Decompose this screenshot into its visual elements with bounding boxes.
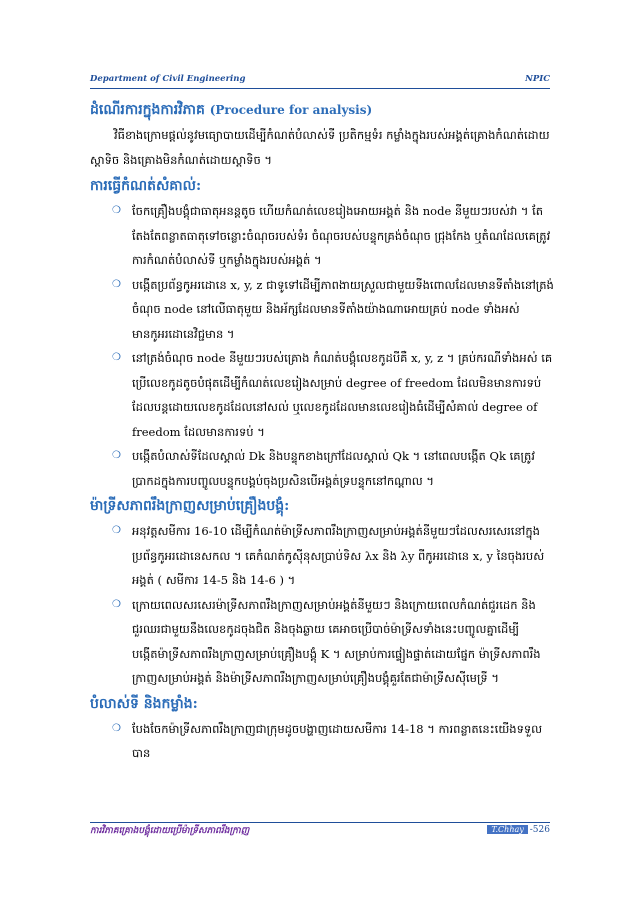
list-item-text: បង្កើតបំលាស់ទីដែលស្គាល់ Dk និងបន្ទុកខាងក្រៅដែលស្គាល់ Qk ។ នៅពេលបង្កើត Qk គេត្រូវប្រាកដក្នុងការបញ្ចូលបន្ទុកបង្គប់ចុងប្រសិនបើអង្គត់ទ្របន្ទុកនៅកណ្តាល ។	[132, 449, 535, 488]
bullet-icon: ❍	[112, 722, 121, 734]
page-content	[90, 100, 560, 766]
header-institution: NPIC	[525, 74, 550, 84]
header-department: Department of Civil Engineering	[90, 74, 246, 84]
notation-list	[90, 199, 560, 493]
subheading-stiffness-matrix: ម៉ាទ្រីសភាពរឹងក្រាញសម្រាប់គ្រឿងបង្គុំ:	[90, 498, 290, 514]
section-title-english: (Procedure for analysis)	[209, 103, 373, 117]
page-header	[90, 74, 550, 89]
list-item	[90, 519, 560, 593]
page-footer	[90, 822, 550, 839]
list-item-text: បង្កើតប្រព័ន្ធកូអរដោនេ x, y, z ជាទូទៅដើម្បីភាពងាយស្រួលជាមួយទីងពោលដែលមានទីតាំងនៅត្រង់ចំណុច node នៅលើធាតុមួយ និងអ័ក្សដែលមានទីតាំងយ៉ាងណាអោយគ្រប់ node ទាំងអស់មានកូអរដោនេវិជ្ជមាន ។	[132, 277, 554, 341]
list-item	[90, 199, 560, 273]
list-item	[90, 593, 560, 691]
section-heading	[90, 100, 560, 120]
bullet-icon: ❍	[112, 525, 121, 536]
footer-page-info	[487, 825, 550, 835]
list-item-text: នៅត្រង់ចំណុច node នីមួយៗរបស់គ្រោង កំណត់បង្គុំលេខកូដបីគឺ x, y, z ។ គ្រប់ករណីទាំងអស់ គេប្រើលេខកូដតូចបំផុតដើម្បីកំណត់លេខរៀងសម្រាប់ degree of freedom ដែលមិនមានការទប់ ដែលបន្តដោយលេខកូដដែលនៅសល់ ឬលេខកូដដែលមានលេខរៀងធំដើម្បីសំគាល់ degree of freedom ដែលមានការទប់ ។	[132, 351, 553, 439]
list-item-text: ចែកគ្រឿងបង្គុំជាធាតុអនន្តតូច ហើយកំណត់លេខរៀងអោយអង្គត់ និង node នីមួយៗរបស់វា ។ តែតែងតែពន្លាតធាតុទៅចន្លោះចំណុចរបស់ទំរ ចំណុចរបស់បន្ទុកគ្រង់ចំណុច ជ្រុងកែង ឬតំណដែលគេត្រូវការកំណត់បំលាស់ទី ឬកម្លាំងក្នុងរបស់អង្គត់ ។	[132, 204, 551, 267]
section-title-khmer: ដំណើរការក្នុងការវិភាគ	[90, 102, 205, 118]
list-item-text: ក្រោយពេលសរសេរម៉ាទ្រីសភាពរឹងក្រាញសម្រាប់អង្គត់នីមួយៗ និងក្រោយពេលកំណត់ជួរដេក និងជួរឈរជាមួយនឹងលេខកូដចុងជិត និងចុងឆ្ងាយ គេអាចប្រើបាច់ម៉ាទ្រីសទាំងនេះបញ្ចូលគ្នាដើម្បីបង្កើតម៉ាទ្រីសភាពរឹងក្រាញសម្រាប់គ្រឿងបង្គុំ K ។ សម្រាប់ការផ្ទៀងផ្ទាត់ដោយផ្នែក ម៉ាទ្រីសភាពរឹងក្រាញសម្រាប់អង្គត់ និងម៉ាទ្រីសភាពរឹងក្រាញសម្រាប់គ្រឿងបង្គុំគួរតែជាម៉ាទ្រីសស៊ីមេទ្រី ។	[132, 597, 541, 685]
subheading-displacements-forces: បំលាស់ទី និងកម្លាំង:	[90, 695, 198, 712]
footer-author: T.Chhay	[487, 825, 527, 834]
subheading-notation: ការធ្វើកំណត់សំគាល់:	[90, 178, 202, 194]
list-item	[90, 444, 560, 493]
intro-paragraph: វិធីខាងក្រោមផ្តល់នូវមធ្យោបាយដើម្បីកំណត់បំលាស់ទី ប្រតិកម្មទំរ កម្លាំងក្នុងរបស់អង្គត់គ្រោងកំណត់ដោយស្តាទិច និងគ្រោងមិនកំណត់ដោយស្តាទិច ។	[90, 128, 550, 167]
stiffness-list	[90, 519, 560, 691]
bullet-icon: ❍	[112, 278, 121, 290]
list-item	[90, 717, 560, 766]
list-item-text: បែងចែកម៉ាទ្រីសភាពរឹងក្រាញជាក្រុមដូចបង្ហាញដោយសមីការ 14-18 ។ ការពន្លាតនេះយើងទទួលបាន	[132, 721, 543, 760]
footer-page-number: -526	[529, 825, 550, 835]
bullet-icon: ❍	[112, 598, 121, 610]
list-item-text: អនុវត្តសមីការ 16-10 ដើម្បីកំណត់ម៉ាទ្រីសភាពរឹងក្រាញសម្រាប់អង្គត់នីមួយៗដែលសរសេរនៅក្នុងប្រព័ន្ធកូអរដោនេសកល ។ គេកំណត់កូស៊ីនុសប្រាប់ទិស λx និង λy ពីកូអរដោនេ x, y នៃចុងរបស់អង្គត់ ( សមីការ 14-5 និង 14-6 ) ។	[132, 524, 545, 587]
bullet-icon: ❍	[112, 352, 121, 363]
list-item	[90, 273, 560, 347]
displacement-list	[90, 717, 560, 766]
bullet-icon: ❍	[112, 205, 121, 216]
bullet-icon: ❍	[112, 450, 121, 461]
footer-book-title: ការវិភាគគ្រោងបង្គុំដោយប្រើម៉ាទ្រីសភាពរឹងក្រាញ	[90, 826, 250, 836]
list-item	[90, 346, 560, 444]
